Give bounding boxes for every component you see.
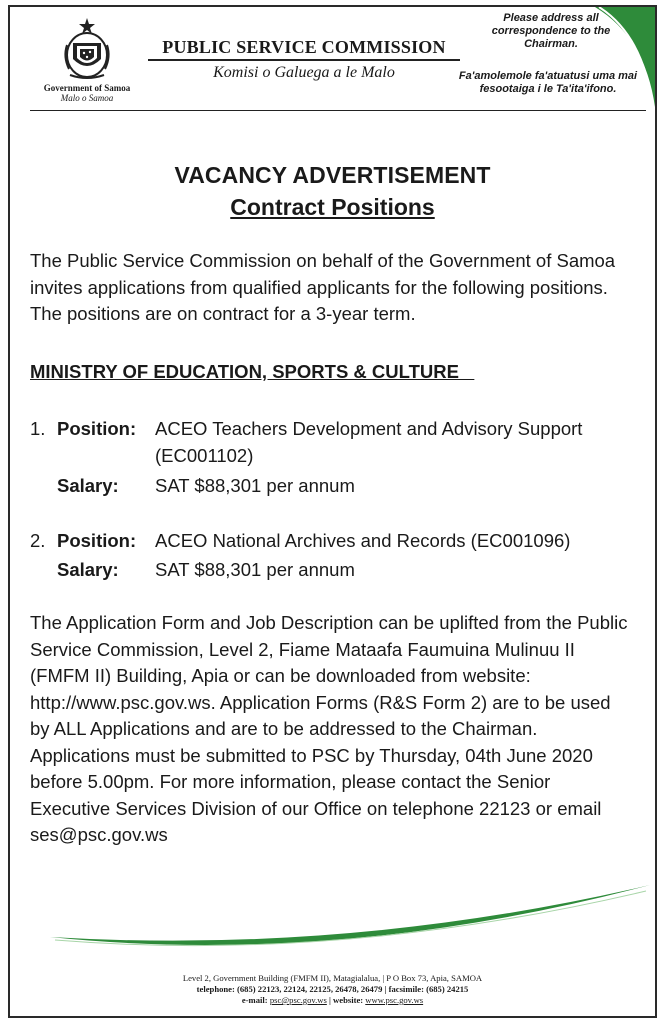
position-number: 2. [30, 530, 46, 551]
footer-contact: Level 2, Government Building (FMFM II), Matagialalua, | P O Box 73, Apia, SAMOA telephone: (685) 22123, 22124, 22125, 26478, 26479 | facsimile: (685) 24215 e-mail: psc@psc.gov.ws | website: www.psc.gov.ws [10, 973, 655, 1006]
bottom-swoosh-graphic [10, 877, 655, 967]
address-note: Please address all correspondence to the Chairman. [491, 12, 611, 50]
facsimile-label: facsimile: [388, 984, 424, 994]
address-note-samoan: Fa'amolemole fa'atuatusi uma mai fesootaiga i le Ta'ita'ifono. [458, 70, 638, 95]
website-label: website: [333, 995, 364, 1005]
facsimile-value: (685) 24215 [426, 984, 469, 994]
salary-value: SAT $88,301 per annum [155, 475, 355, 496]
government-logo [32, 15, 142, 103]
position-label: Position: [57, 530, 137, 551]
position-label: Position: [57, 418, 137, 439]
salary-label: Salary: [57, 475, 119, 496]
ministry-heading: MINISTRY OF EDUCATION, SPORTS & CULTURE [30, 361, 475, 382]
position-number: 1. [30, 418, 46, 439]
samoa-coat-of-arms-icon [60, 15, 114, 81]
intro-paragraph: The Public Service Commission on behalf of the Government of Samoa invites applications from qualified applicants for the following positions. The positions are on contract for a 3-year term. [30, 250, 616, 324]
salary-value: SAT $88,301 per annum [155, 558, 355, 580]
closing-paragraph: The Application Form and Job Description can be uplifted from the Public Service Commission, Level 2, Fiame Mataafa Faumuina Mulinuu II (FMFM II) Building, Apia or can be downloaded from website: http://www.psc.gov.ws. Application Forms (R&S Form 2) are to be used by ALL Applications and are to be addressed to the Chairman. Applications must be submitted to PSC by Thursday, 04th June 2020 before 5.00pm. For more information, please contact the Senior Executive Services Division of our Office on telephone 22123 or email ses@psc.gov.ws [30, 612, 628, 845]
commission-subtitle: Komisi o Galuega a le Malo [213, 64, 395, 81]
salary-label: Salary: [57, 558, 119, 580]
commission-title: PUBLIC SERVICE COMMISSION [148, 37, 460, 61]
position-item [30, 528, 640, 583]
footer-address: Level 2, Government Building (FMFM II), Matagialalua, | P O Box 73, Apia, SAMOA [182, 973, 483, 983]
government-name: Government of Samoa [43, 83, 131, 93]
header-divider [30, 110, 646, 111]
email-label: e-mail: [241, 995, 268, 1005]
email-link[interactable]: psc@psc.gov.ws [269, 995, 327, 1005]
telephone-label: telephone: [196, 984, 235, 994]
government-name-samoan: Malo o Samoa [60, 93, 114, 103]
telephone-value: (685) 22123, 22124, 22125, 26478, 26479 [237, 984, 383, 994]
position-item [30, 416, 640, 500]
page-subtitle: Contract Positions [230, 194, 435, 220]
position-title: ACEO Teachers Development and Advisory Support (EC001102) [155, 418, 583, 466]
page-frame [8, 5, 657, 1018]
position-title: ACEO National Archives and Records (EC001096) [155, 530, 571, 551]
page-title: VACANCY ADVERTISEMENT [174, 162, 491, 188]
website-link[interactable]: www.psc.gov.ws [365, 995, 424, 1005]
